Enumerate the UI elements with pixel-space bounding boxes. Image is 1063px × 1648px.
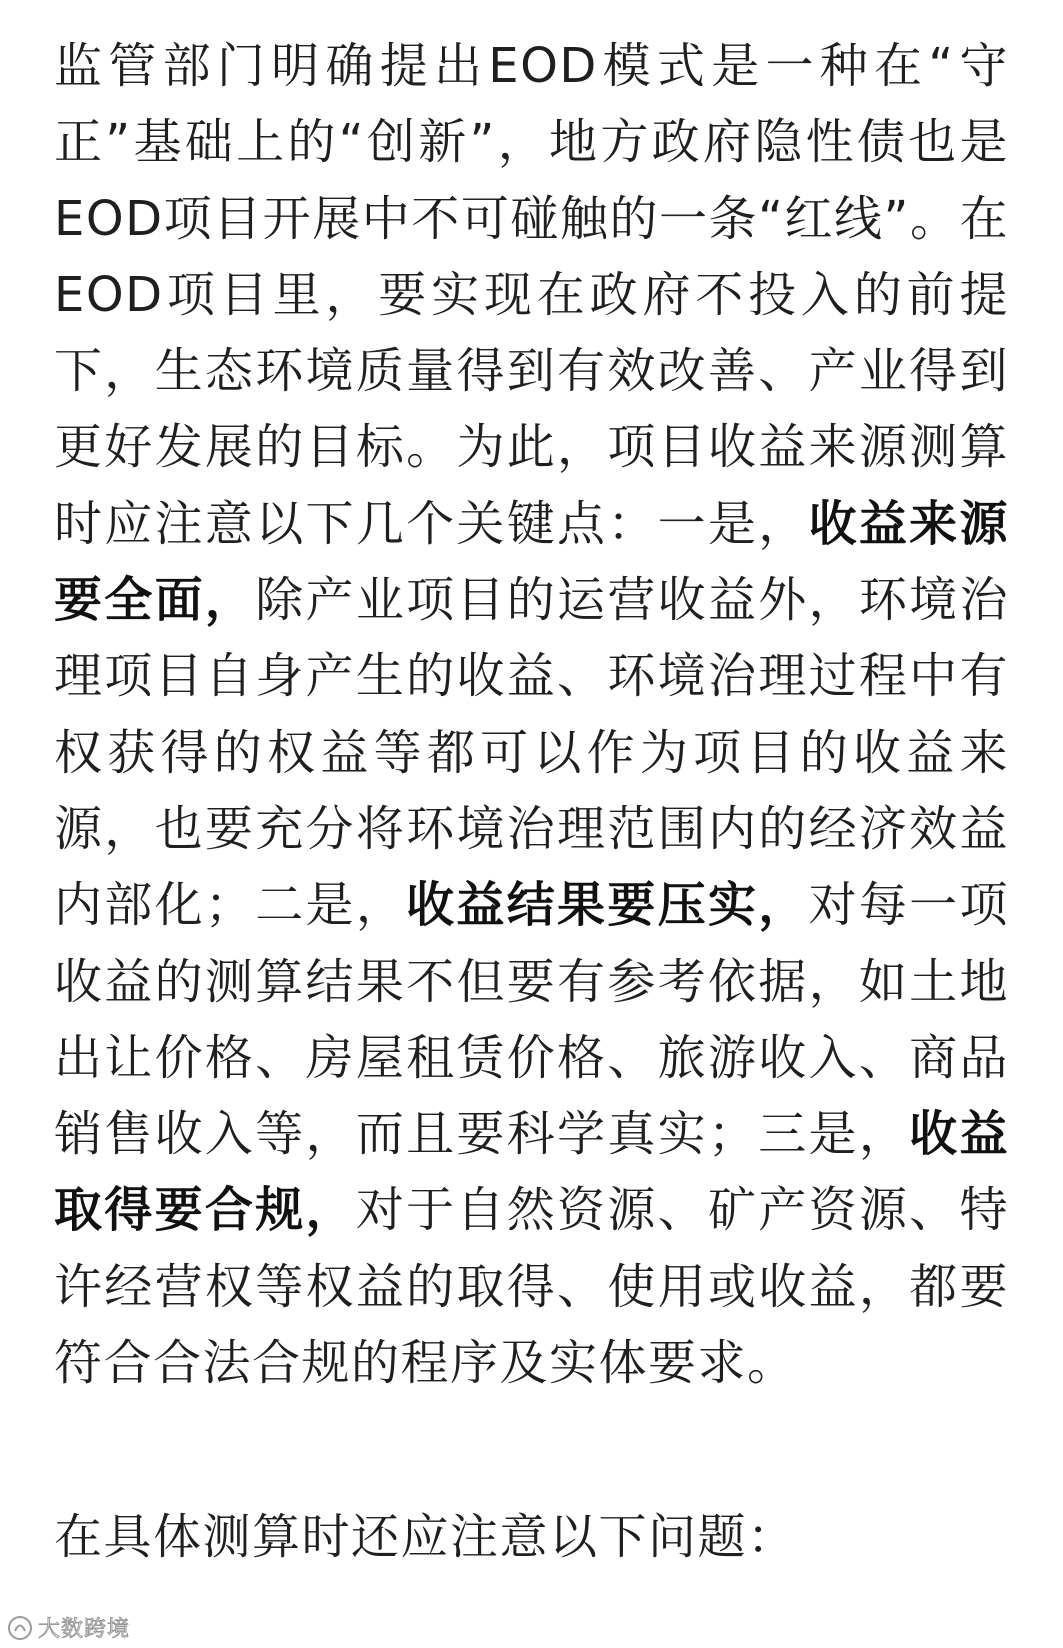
article-paragraph-2: 在具体测算时还应注意以下问题： [54, 1509, 797, 1565]
article-paragraph-1 [54, 28, 1009, 1401]
paragraph-1-text-1: 监管部门明确提出EOD模式是一种在“守正”基础上的“创新”，地方政府隐性债也是EOD项目开展中不可碰触的一条“红线”。在EOD项目里，要实现在政府不投入的前提下，生态环境质量得到有效改善、产业得到更好发展的目标。为此，项目收益来源测算时应注意以下几个关键点：一是， [54, 38, 1009, 552]
paragraph-1-text-3: 对每一项收益的测算结果不但要有参考依据，如土地出让价格、房屋租赁价格、旅游收入、商品销售收入等，而且要科学真实；三是， [54, 877, 1009, 1163]
logo-icon [6, 1614, 34, 1642]
watermark-text: 大数跨境 [38, 1617, 131, 1642]
paragraph-1-text-4: 对于自然资源、矿产资源、特许经营权等权益的取得、使用或收益，都要符合合法合规的程序及实体要求。 [54, 1182, 1009, 1392]
key-point-3-bold: 收益取得要合规， [54, 1106, 1009, 1239]
watermark [6, 1612, 130, 1643]
paragraph-1-text-2: 除产业项目的运营收益外，环境治理项目自身产生的收益、环境治理过程中有权获得的权益等都可以作为项目的收益来源，也要充分将环境治理范围内的经济效益内部化；二是， [54, 572, 1009, 934]
key-point-1-bold: 收益来源要全面， [54, 495, 1009, 629]
key-point-2-bold: 收益结果要压实， [406, 877, 809, 934]
